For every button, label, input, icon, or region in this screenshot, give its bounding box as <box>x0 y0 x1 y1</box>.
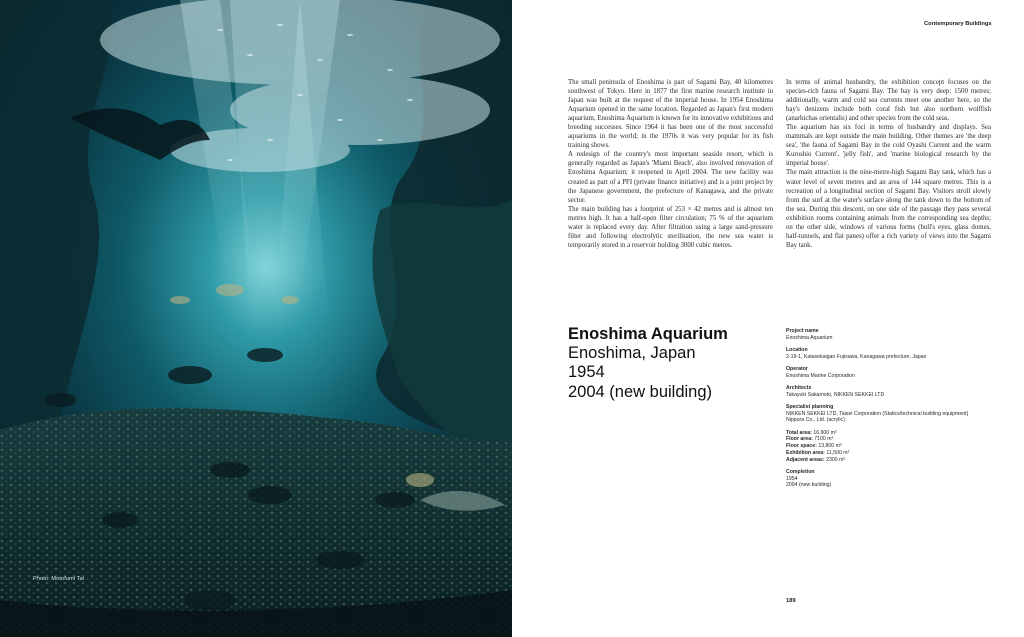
fact-completion <box>786 469 986 489</box>
body-paragraph: The aquarium has six foci in terms of husbandry and displays. Sea mammals are kept outside the main building. Other themes are 'the deep sea', 'the fauna of Sagami Bay in the cold Oyashi Current and the warm Kuroshio Current', 'jelly fish', and 'marine biological research by the imperial house'. <box>786 124 991 168</box>
fact-specialist-planning <box>786 404 986 424</box>
body-paragraph: In terms of animal husbandry, the exhibition concept focuses on the species-rich fauna of Sagami Bay. The bay is very deep: 1500 metres; additionally, warm and cold sea currents meet one another here, so the bay's denizens include both coral fish but also northern wolffish (anarhichas orientalis) and other species from the cold seas. <box>786 79 991 123</box>
fact-label: Project name <box>786 328 819 334</box>
area-row: Floor area: 7100 m² <box>786 436 834 443</box>
project-year: 1954 <box>568 363 605 382</box>
fact-project-name <box>786 328 986 341</box>
fact-value: Enoshima Marine Corporation <box>786 372 855 379</box>
area-row: Adjacent areas: 2300 m² <box>786 456 846 463</box>
fact-value: Takayuki Sakamoto, NIKKEN SEKKEI LTD <box>786 391 885 398</box>
project-title-block <box>568 325 728 402</box>
fact-label: Architects <box>786 385 812 391</box>
fact-operator <box>786 366 986 379</box>
fact-label: Location <box>786 347 808 353</box>
fact-value: NIKKEN SEKKEI LTD, Taisei Corporation (Statics/technical building equipment) <box>786 410 969 417</box>
running-head: Contemporary Buildings <box>924 21 992 27</box>
project-rebuild-year: 2004 (new building) <box>568 382 713 401</box>
project-facts <box>786 328 986 495</box>
project-title: Enoshima Aquarium <box>568 325 728 343</box>
body-paragraph: The main attraction is the nine-metre-high Sagami Bay tank, which has a water level of seven metres and an area of 144 square metres. This is a recreation of a longitudinal section of Sagami Bay. Visitors stroll slowly from the surf at the water's surface along the tank down to the bottom of the sea. During this descent, on one side of the passage they pass several exhibition rooms containing animals from the corresponding sea depths; on the other side, windows of various forms (bull's eyes, glass domes, half-tunnels, and flat panes) offer a rich variety of views into the Sagami Bay tank. <box>786 169 991 249</box>
area-figures <box>786 430 986 464</box>
fact-value: 2004 (new building) <box>786 482 832 489</box>
fact-location <box>786 347 986 360</box>
fact-architects <box>786 385 986 398</box>
body-column-1 <box>568 78 773 250</box>
project-place: Enoshima, Japan <box>568 344 696 362</box>
body-paragraph: The main building has a footprint of 253 × 42 metres and is almost ten metres high. It has a half-open filter circulation; 75 % of the aquarium water is replaced every day. After filtration using a large sand-pressure filter and following electrolytic sterilisation, the new sea water is temporarily stored in a reservoir holding 3000 cubic metres. <box>568 205 773 249</box>
body-paragraph: The small peninsula of Enoshima is part of Sagami Bay, 40 kilometres southwest of Tokyo. Here in 1877 the first marine research institute in Japan was built at the request of the imperial house. In 1954 Enoshima Aquarium opened in the same location. Regarded as Japan's first modern aquarium, Enoshima Aquarium is known for its innovative exhibitions and breeding successes. Since 1964 it has been one of the most successful aquariums in the world; in the 1970s it was very popular for its fish training shows. <box>568 79 773 150</box>
area-row: Total area: 16,900 m² <box>786 429 837 436</box>
fact-label: Completion <box>786 468 815 475</box>
body-paragraph: A redesign of the country's most important seaside resort, which is generally regarded as Japan's 'Miami Beach', also involved renovation of Enoshima Aquarium; it reopened in April 2004. The new facility was created as part of a PFI (private finance initiative) and is a joint project by the Japanese government, the prefecture of Kanagawa, and the private sector. <box>568 151 773 204</box>
body-column-2 <box>786 78 991 250</box>
fact-value: Enoshima Aquarium <box>786 334 833 341</box>
fact-value: 2-19-1, Katasekaigan Fujisawa, Kanagawa prefecture, Japan <box>786 353 927 360</box>
area-row: Floor space: 13,800 m² <box>786 443 842 450</box>
fact-value: Nippura Co., Ltd. (acrylic) <box>786 417 845 424</box>
fact-label: Specialist planning <box>786 404 834 410</box>
photo-credit: Photo: Motofumi Tai <box>33 576 85 582</box>
area-row: Exhibition area: 11,500 m² <box>786 449 850 456</box>
fact-value: 1954 <box>786 475 798 482</box>
fact-label: Operator <box>786 366 808 372</box>
page-number: 189 <box>786 598 796 604</box>
